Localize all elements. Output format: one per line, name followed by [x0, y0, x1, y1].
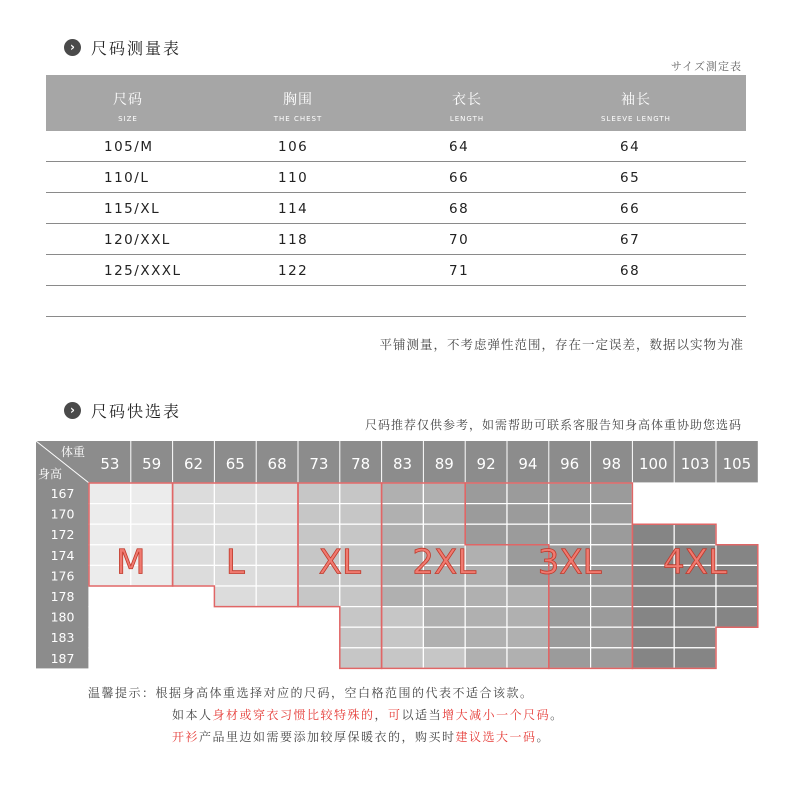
- grid-cell: [716, 607, 758, 628]
- grid-cell: [173, 545, 215, 566]
- chevron-right-icon: ›: [64, 402, 81, 419]
- grid-cell: [465, 648, 507, 669]
- grid-cell: [340, 627, 382, 648]
- quick-note: 尺码推荐仅供参考，如需帮助可联系客服告知身高体重协助您选码: [364, 418, 742, 432]
- grid-cell: [340, 483, 382, 504]
- grid-cell: [465, 627, 507, 648]
- grid-cell: [173, 586, 215, 607]
- weight-label: 78: [351, 455, 371, 473]
- grid-cell: [382, 483, 424, 504]
- grid-cell: [549, 586, 591, 607]
- grid-cell: [674, 483, 716, 504]
- header-cn: 尺码: [113, 92, 143, 108]
- size-label-l: L: [225, 542, 245, 583]
- size-cell: 67: [620, 232, 641, 248]
- grid-cell: [298, 607, 340, 628]
- text: 。: [550, 708, 564, 722]
- grid-cell: [507, 648, 549, 669]
- size-cell: 118: [278, 232, 309, 248]
- grid-cell: [89, 607, 131, 628]
- grid-cell: [632, 648, 674, 669]
- grid-cell: [716, 504, 758, 525]
- grid-cell: [549, 483, 591, 504]
- grid-cell: [591, 648, 633, 669]
- grid-cell: [716, 648, 758, 669]
- weight-label: 53: [100, 455, 120, 473]
- grid-cell: [382, 627, 424, 648]
- grid-cell: [549, 607, 591, 628]
- size-cell: 68: [620, 263, 641, 279]
- grid-cell: [173, 627, 215, 648]
- size-cell: 106: [278, 139, 309, 155]
- section-subtitle-jp: サイズ測定表: [670, 60, 742, 73]
- height-label: 170: [50, 506, 75, 522]
- grid-cell: [256, 504, 298, 525]
- size-cell: 70: [449, 232, 470, 248]
- grid-cell: [549, 648, 591, 669]
- grid-cell: [507, 607, 549, 628]
- text-red: 身材或穿衣习惯比较特殊的: [212, 708, 375, 722]
- grid-cell: [340, 504, 382, 525]
- size-cell: 114: [278, 201, 309, 217]
- grid-cell: [340, 648, 382, 669]
- grid-cell: [89, 483, 131, 504]
- grid-cell: [549, 627, 591, 648]
- grid-cell: [591, 483, 633, 504]
- header-cn: 胸围: [282, 92, 313, 108]
- chevron-right-icon: ›: [64, 39, 81, 56]
- size-cell: 110: [278, 170, 309, 186]
- size-cell: 71: [449, 263, 470, 279]
- height-label: 178: [50, 589, 75, 604]
- grid-cell: [632, 627, 674, 648]
- grid-cell: [214, 607, 256, 628]
- grid-cell: [423, 627, 465, 648]
- grid-cell: [89, 504, 131, 525]
- grid-cell: [256, 627, 298, 648]
- footer-line-2: [172, 706, 564, 723]
- grid-cell: [173, 483, 215, 504]
- size-cell: 110/L: [104, 170, 150, 186]
- grid-cell: [131, 607, 173, 628]
- section-title: 尺码测量表: [91, 39, 182, 58]
- grid-cell: [256, 483, 298, 504]
- text: 如本人: [172, 708, 213, 722]
- weight-label: 98: [601, 455, 622, 473]
- size-label-4xl: 4XL: [663, 542, 728, 583]
- grid-cell: [173, 504, 215, 525]
- footer-line-3: [172, 728, 550, 745]
- grid-cell: [382, 648, 424, 669]
- grid-cell: [423, 648, 465, 669]
- grid-cell: [89, 627, 131, 648]
- footer-line-1: 温馨提示：根据身高体重选择对应的尺码，空白格范围的代表不适合该款。: [88, 686, 534, 700]
- header-cn: 袖长: [621, 92, 651, 108]
- grid-cell: [465, 483, 507, 504]
- weight-label: 105: [722, 455, 752, 473]
- grid-cell: [382, 586, 424, 607]
- grid-cell: [674, 607, 716, 628]
- section-title: 尺码快选表: [91, 402, 182, 421]
- grid-cell: [131, 627, 173, 648]
- grid-cell: [507, 483, 549, 504]
- size-cell: 120/XXL: [104, 232, 171, 248]
- grid-cell: [632, 607, 674, 628]
- text-red: 增大减小一个尺码: [442, 708, 551, 722]
- grid-cell: [89, 648, 131, 669]
- grid-cell: [423, 607, 465, 628]
- size-cell: 64: [449, 139, 470, 155]
- size-cell: 66: [449, 170, 470, 186]
- grid-cell: [340, 607, 382, 628]
- grid-cell: [256, 565, 298, 586]
- grid-cell: [382, 504, 424, 525]
- grid-cell: [716, 483, 758, 504]
- grid-cell: [632, 504, 674, 525]
- weight-label: 92: [476, 455, 496, 473]
- grid-cell: [591, 504, 633, 525]
- height-label: 187: [50, 650, 75, 666]
- size-cell: 66: [620, 201, 641, 217]
- grid-cell: [674, 627, 716, 648]
- weight-label: 62: [183, 455, 204, 473]
- corner-height-label: 身高: [37, 467, 63, 481]
- header-en: SLEEVE LENGTH: [601, 115, 671, 123]
- text: ，: [374, 708, 389, 722]
- grid-cell: [131, 586, 173, 607]
- weight-label: 59: [142, 455, 162, 473]
- grid-cell: [340, 586, 382, 607]
- grid-cell: [507, 586, 549, 607]
- grid-cell: [173, 524, 215, 545]
- grid-cell: [382, 607, 424, 628]
- height-label: 180: [50, 609, 75, 625]
- grid-cell: [256, 648, 298, 669]
- grid-cell: [423, 483, 465, 504]
- height-label: 172: [50, 527, 75, 543]
- grid-cell: [632, 586, 674, 607]
- grid-cell: [173, 565, 215, 586]
- grid-cell: [214, 627, 256, 648]
- grid-cell: [465, 586, 507, 607]
- measure-footnote: 平铺测量，不考虑弹性范围，存在一定误差，数据以实物为准: [379, 337, 744, 352]
- grid-cell: [507, 504, 549, 525]
- size-label-m: M: [116, 542, 146, 583]
- text-red: 可: [388, 708, 402, 722]
- height-label: 183: [50, 630, 75, 646]
- grid-cell: [465, 504, 507, 525]
- weight-label: 94: [518, 455, 538, 473]
- grid-cell: [256, 545, 298, 566]
- size-cell: 64: [620, 139, 641, 155]
- grid-cell: [298, 586, 340, 607]
- grid-cell: [256, 607, 298, 628]
- grid-cell: [632, 483, 674, 504]
- weight-label: 83: [392, 455, 413, 473]
- size-label-xl: XL: [318, 542, 361, 583]
- grid-cell: [465, 607, 507, 628]
- weight-label: 68: [267, 455, 287, 473]
- header-en: LENGTH: [449, 115, 485, 123]
- height-label: 174: [50, 547, 75, 563]
- grid-cell: [256, 586, 298, 607]
- corner-weight-label: 体重: [60, 445, 86, 459]
- grid-cell: [549, 504, 591, 525]
- text: 以适当: [401, 708, 443, 722]
- size-label-2xl: 2XL: [412, 542, 477, 583]
- weight-label: 100: [638, 455, 668, 473]
- grid-cell: [423, 586, 465, 607]
- height-label: 167: [50, 486, 75, 501]
- grid-cell: [591, 586, 633, 607]
- weight-label: 103: [680, 455, 710, 473]
- grid-cell: [256, 524, 298, 545]
- grid-cell: [214, 504, 256, 525]
- grid-cell: [131, 648, 173, 669]
- grid-cell: [214, 648, 256, 669]
- grid-cell: [674, 504, 716, 525]
- grid-cell: [591, 607, 633, 628]
- text: 。: [536, 730, 551, 744]
- size-cell: 105/M: [104, 139, 154, 155]
- text: 产品里边如需要添加较厚保暖衣的，购买时: [199, 730, 456, 744]
- grid-cell: [214, 483, 256, 504]
- size-cell: 68: [449, 201, 470, 217]
- weight-label: 96: [560, 455, 580, 473]
- size-cell: 115/XL: [104, 201, 161, 217]
- header-en: THE CHEST: [273, 115, 323, 123]
- size-cell: 125/XXXL: [104, 263, 182, 279]
- weight-label: 65: [225, 455, 245, 473]
- text-red: 开衫: [172, 730, 200, 744]
- grid-cell: [507, 627, 549, 648]
- size-cell: 65: [620, 170, 641, 186]
- weight-label: 89: [434, 455, 454, 473]
- header-en: SIZE: [118, 115, 138, 123]
- grid-cell: [173, 607, 215, 628]
- grid-cell: [716, 627, 758, 648]
- grid-cell: [214, 586, 256, 607]
- grid-cell: [131, 504, 173, 525]
- grid-cell: [674, 586, 716, 607]
- size-label-3xl: 3XL: [537, 542, 602, 583]
- header-cn: 衣长: [452, 92, 482, 108]
- grid-cell: [298, 648, 340, 669]
- grid-cell: [298, 627, 340, 648]
- height-label: 176: [50, 568, 75, 584]
- grid-cell: [131, 483, 173, 504]
- grid-cell: [674, 648, 716, 669]
- grid-cell: [298, 504, 340, 525]
- grid-cell: [173, 648, 215, 669]
- text-red: 建议选大一码: [455, 730, 537, 744]
- size-cell: 122: [278, 263, 309, 279]
- grid-cell: [89, 586, 131, 607]
- grid-cell: [716, 586, 758, 607]
- grid-cell: [591, 627, 633, 648]
- weight-label: 73: [309, 455, 329, 473]
- grid-cell: [423, 504, 465, 525]
- grid-cell: [298, 483, 340, 504]
